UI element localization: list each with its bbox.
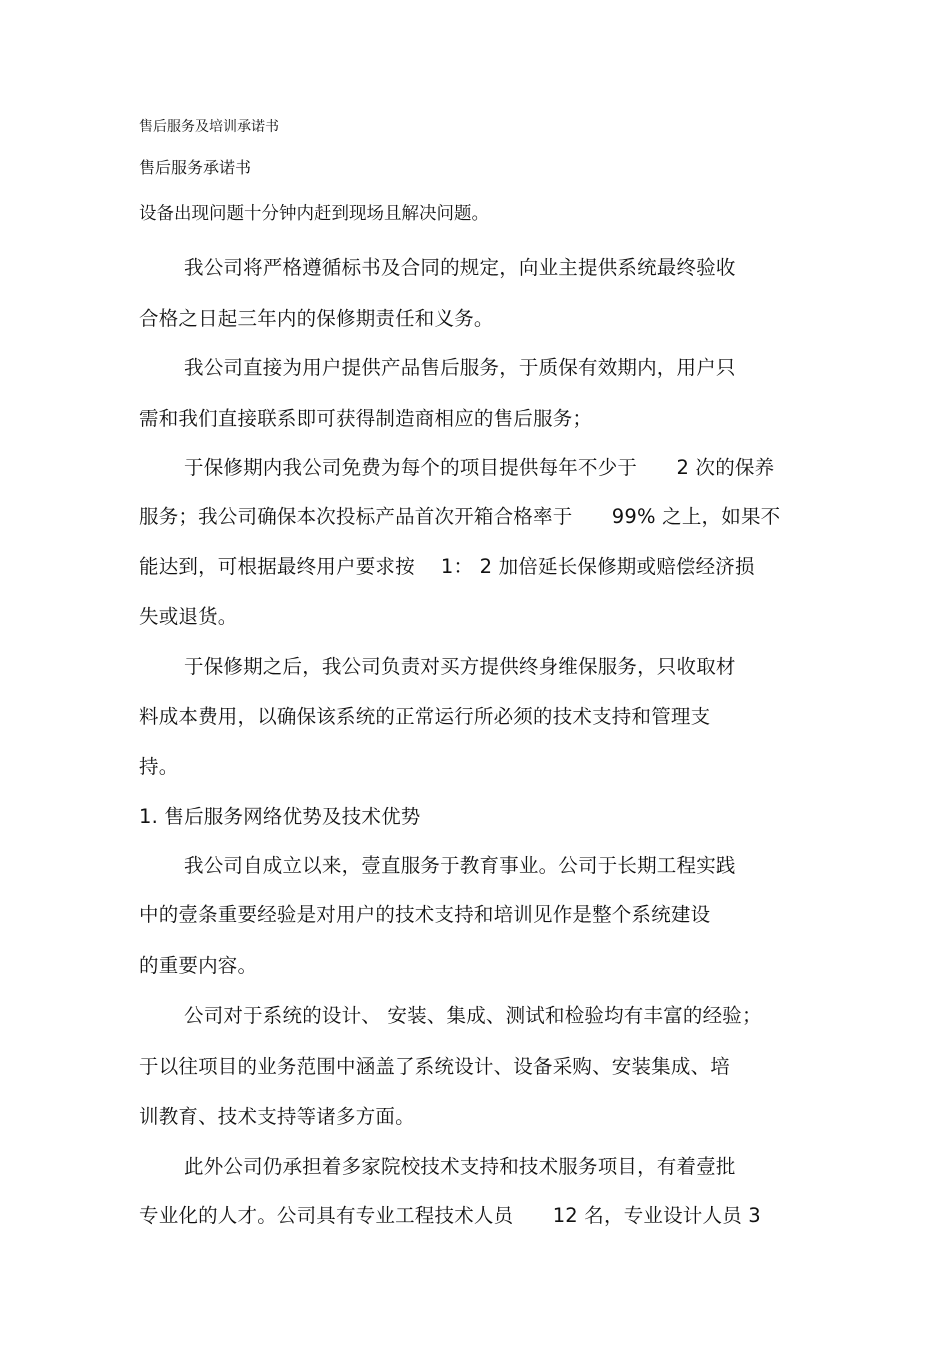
paragraph-line: 训教育、技术支持等诸多方面。 <box>139 1105 415 1128</box>
section-heading: 1. 售后服务网络优势及技术优势 <box>139 805 421 828</box>
section-title: 售后服务承诺书 <box>139 158 252 177</box>
lead-paragraph: 设备出现问题十分钟内赶到现场且解决问题。 <box>139 204 489 224</box>
paragraph-line: 专业化的人才。公司具有专业工程技术人员 12 名，专业设计人员 3 <box>139 1204 761 1227</box>
paragraph-line: 需和我们直接联系即可获得制造商相应的售后服务； <box>139 407 593 430</box>
paragraph-line: 合格之日起三年内的保修期责任和义务。 <box>139 307 494 330</box>
paragraph-line: 的重要内容。 <box>139 954 258 977</box>
paragraph-line: 能达到，可根据最终用户要求按 1： 2 加倍延长保修期或赔偿经济损 <box>139 555 755 578</box>
paragraph-line: 此外公司仍承担着多家院校技术支持和技术服务项目，有着壹批 <box>184 1155 736 1178</box>
paragraph-line: 公司对于系统的设计、 安装、集成、测试和检验均有丰富的经验； <box>184 1004 762 1027</box>
paragraph-line: 于以往项目的业务范围中涵盖了系统设计、设备采购、安装集成、培 <box>139 1055 731 1078</box>
paragraph-line: 料成本费用，以确保该系统的正常运行所必须的技术支持和管理支 <box>139 705 711 728</box>
paragraph-line: 我公司将严格遵循标书及合同的规定，向业主提供系统最终验收 <box>184 256 736 279</box>
paragraph-line: 失或退货。 <box>139 605 238 628</box>
paragraph-line: 于保修期内我公司免费为每个的项目提供每年不少于 2 次的保养 <box>184 456 775 479</box>
paragraph-line: 持。 <box>139 755 179 778</box>
paragraph-line: 中的壹条重要经验是对用户的技术支持和培训见作是整个系统建设 <box>139 903 711 926</box>
document-header-title: 售后服务及培训承诺书 <box>139 119 279 135</box>
paragraph-line: 我公司直接为用户提供产品售后服务，于质保有效期内，用户只 <box>184 356 736 379</box>
paragraph-line: 我公司自成立以来，壹直服务于教育事业。公司于长期工程实践 <box>184 854 736 877</box>
paragraph-line: 于保修期之后，我公司负责对买方提供终身维保服务，只收取材 <box>184 655 736 678</box>
paragraph-line: 服务；我公司确保本次投标产品首次开箱合格率于 99% 之上，如果不 <box>139 505 781 528</box>
